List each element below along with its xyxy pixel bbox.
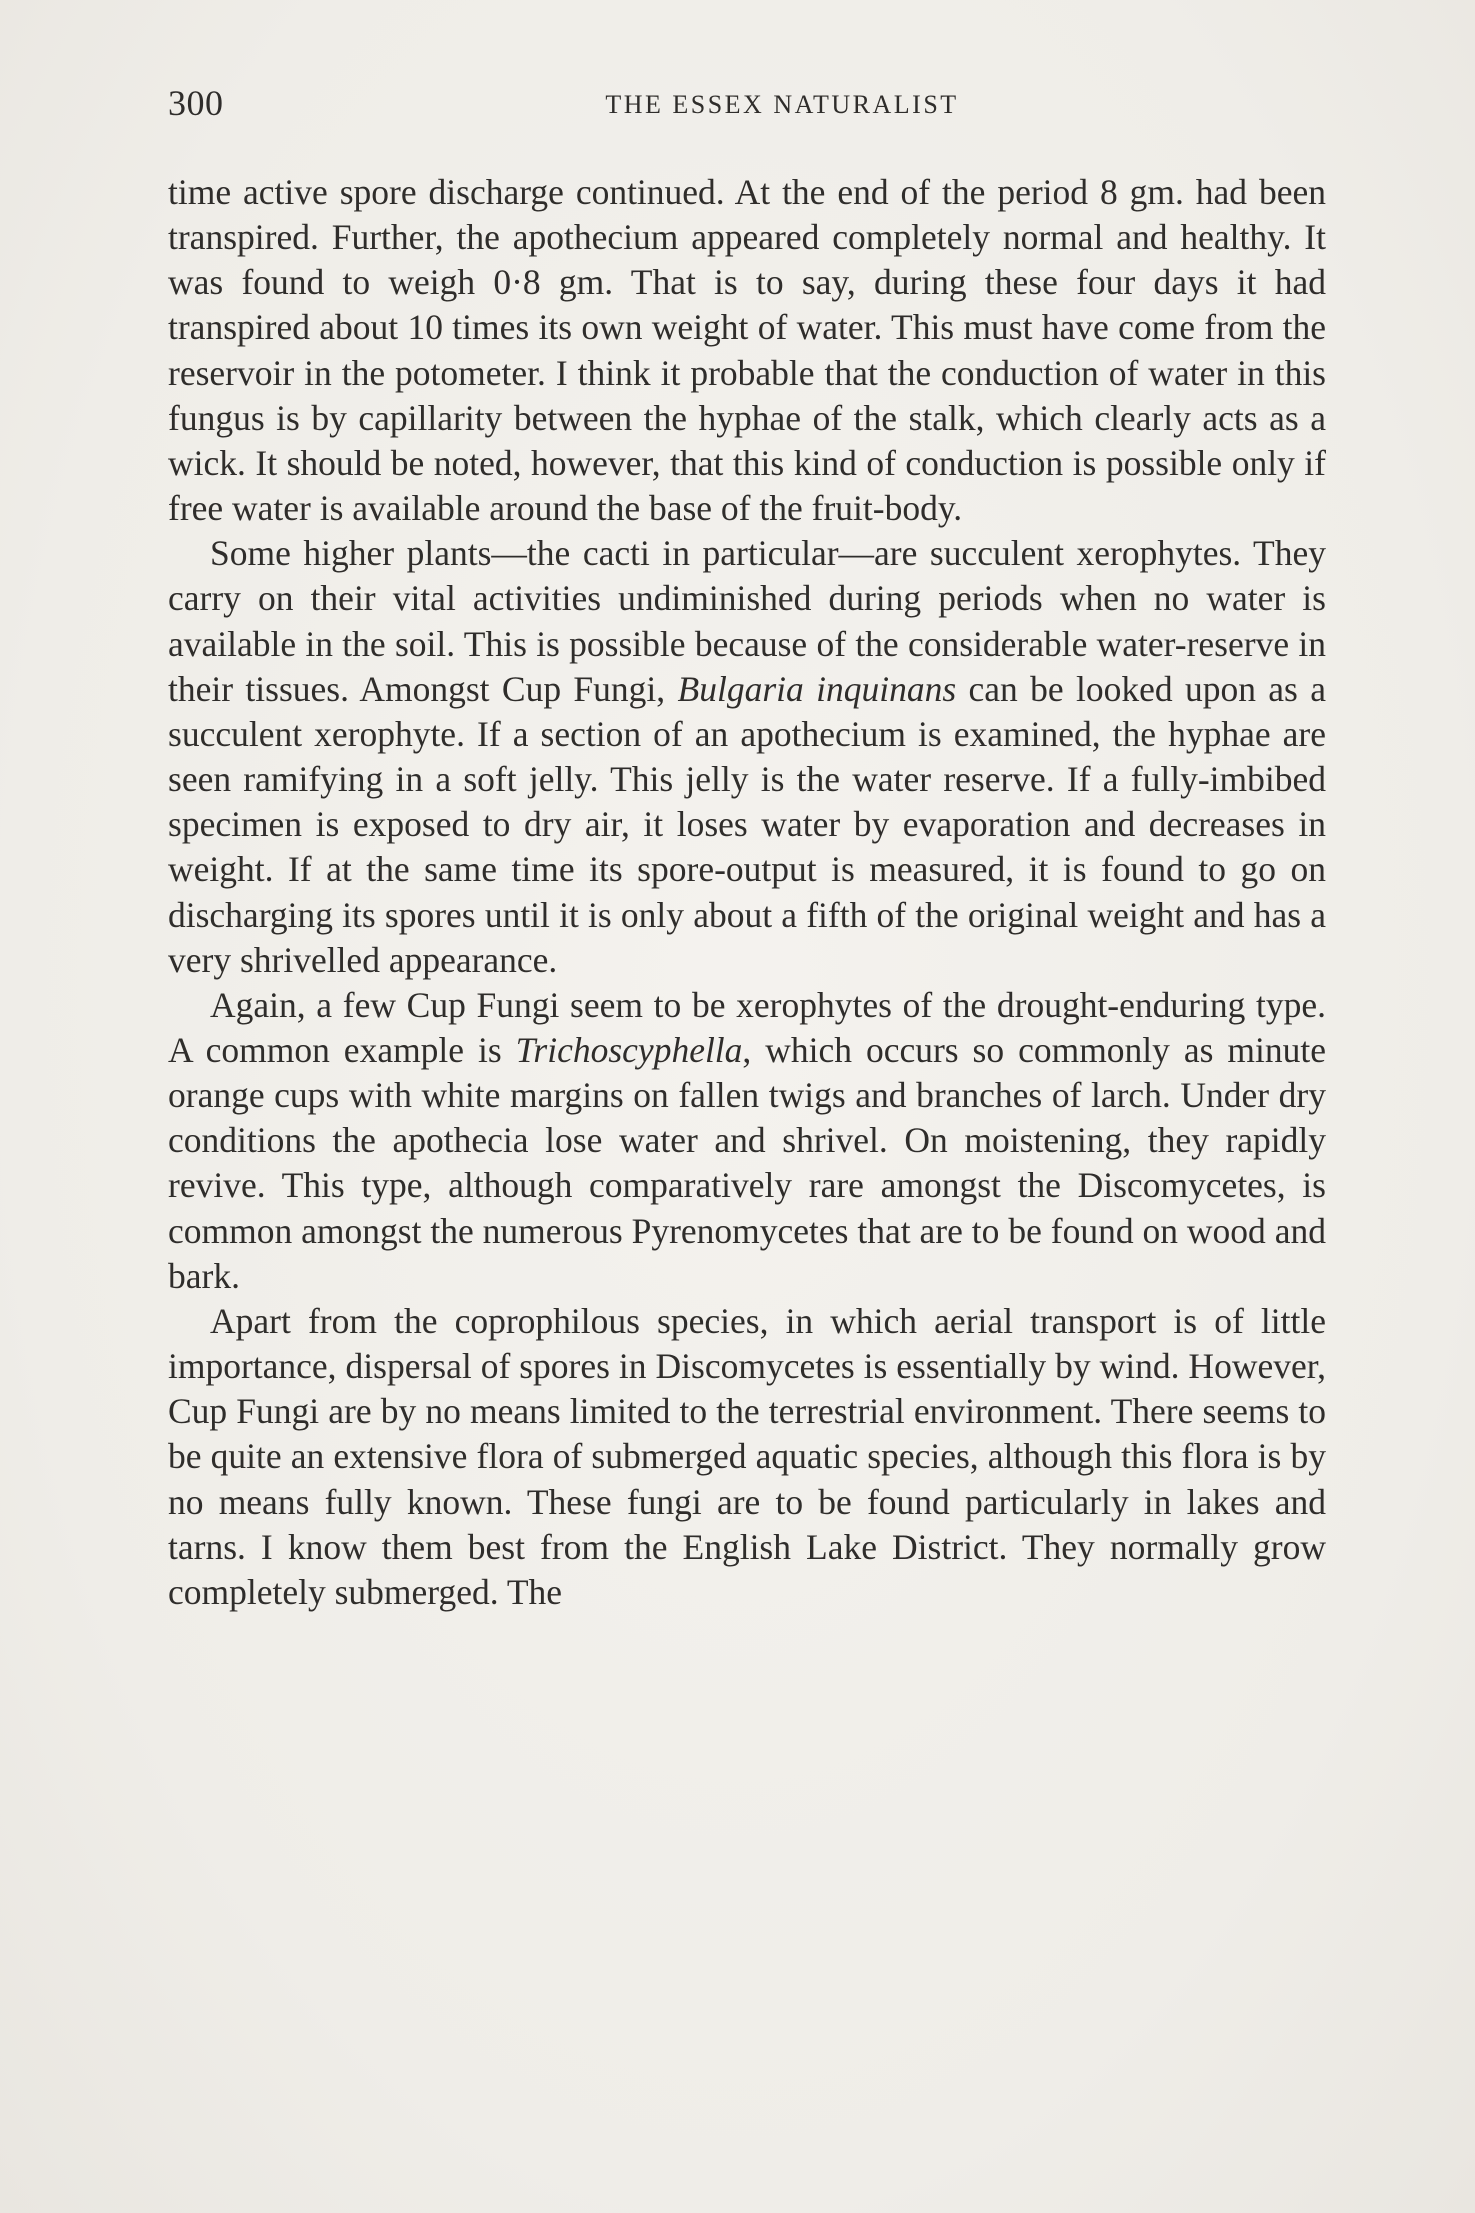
paragraph-3	[168, 983, 1326, 1299]
body-text	[168, 170, 1326, 1615]
paragraph-2-text-b: can be looked upon as a succulent xerophyte. If a section of an apothecium is examined, the hyphae are seen ramifying in a soft jelly. This jelly is the water reserve. If a fully-imbibed specimen is exposed to dry air, it loses water by evaporation and decreases in weight. If at the same time its spore-output is measured, it is found to go on discharging its spores until it is only about a fifth of the original weight and has a very shrivelled appearance.	[168, 668, 1326, 980]
paragraph-4: Apart from the coprophilous species, in which aerial transport is of little importance, dispersal of spores in Discomycetes is essentially by wind. However, Cup Fungi are by no means limited to the terrestrial environment. There seems to be quite an extensive flora of submerged aquatic species, although this flora is by no means fully known. These fungi are to be found particularly in lakes and tarns. I know them best from the English Lake District. They normally grow completely submerged. The	[168, 1300, 1326, 1612]
journal-title: THE ESSEX NATURALIST	[605, 90, 959, 119]
paragraph-2	[168, 531, 1326, 983]
paragraph-3-text-b: , which occurs so commonly as minute orange cups with white margins on fallen twigs and branches of larch. Under dry conditions the apothecia lose water and shrivel. On moistening, they rapidly revive. This type, although comparatively rare amongst the Discomycetes, is common amongst the numerous Pyrenomycetes that are to be found on wood and bark.	[168, 1029, 1326, 1296]
species-name-trichoscyphella: Trichoscyphella	[515, 1029, 743, 1070]
page-number: 300	[168, 83, 224, 123]
paragraph-2-text-a: Some higher plants—the cacti in particular—are succulent xerophytes. They carry on their vital activities undiminished during periods when no water is available in the soil. This is possible because of the considerable water-reserve in their tissues. Amongst Cup Fungi,	[168, 533, 1326, 709]
paragraph-3-text-a: Again, a few Cup Fungi seem to be xerophytes of the drought-enduring type. A common example is	[168, 984, 1326, 1070]
running-head	[168, 82, 1326, 132]
paragraph-1: time active spore discharge continued. At the end of the period 8 gm. had been transpired. Further, the apothecium appeared completely normal and healthy. It was found to weigh 0·8 gm. That is to say, during these four days it had transpired about 10 times its own weight of water. This must have come from the reservoir in the potometer. I think it probable that the conduction of water in this fungus is by capillarity between the hyphae of the stalk, which clearly acts as a wick. It should be noted, however, that this kind of conduction is possible only if free water is available around the base of the fruit-body.	[168, 172, 1326, 529]
species-name-bulgaria: Bulgaria inquinans	[677, 668, 957, 709]
